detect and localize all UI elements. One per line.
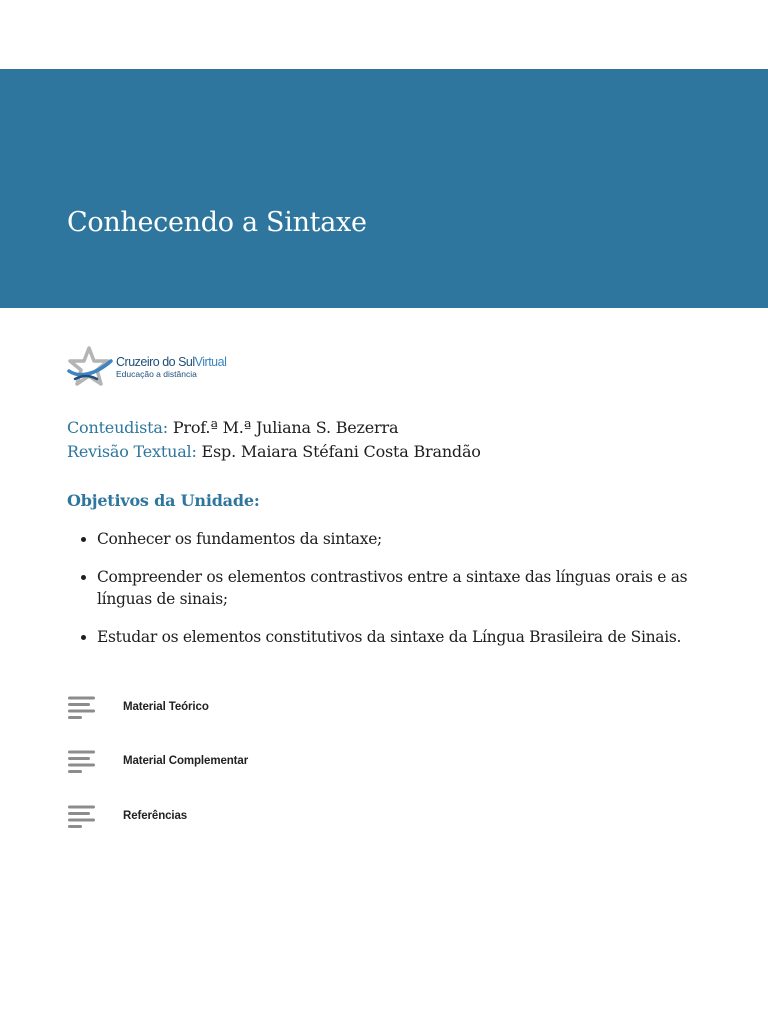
review-name: Esp. Maiara Stéfani Costa Brandão — [201, 442, 481, 461]
page-title: Conhecendo a Sintaxe — [67, 207, 367, 238]
logo-brand-accent: Virtual — [194, 354, 227, 369]
menu-item-label: Referências — [123, 810, 188, 822]
logo-tagline: Educação a distância — [116, 369, 197, 379]
logo-brand-main: Cruzeiro do Sul — [116, 354, 195, 369]
author-label: Conteudista: — [67, 418, 168, 437]
logo-text — [116, 356, 226, 379]
objective-item: Conhecer os fundamentos da sintaxe; — [67, 528, 697, 551]
credits — [67, 416, 481, 464]
logo-wordmark — [116, 356, 226, 369]
menu-item-referencias[interactable] — [67, 804, 187, 828]
objective-item: Compreender os elementos contrastivos entre a sintaxe das línguas orais e as línguas de sinais; — [67, 566, 697, 611]
objectives-list — [67, 528, 697, 663]
review-line — [67, 440, 481, 464]
review-label: Revisão Textual: — [67, 442, 197, 461]
text-lines-icon — [67, 804, 97, 828]
objective-item: Estudar os elementos constitutivos da sintaxe da Língua Brasileira de Sinais. — [67, 626, 697, 649]
menu-item-label: Material Complementar — [123, 755, 249, 767]
text-lines-icon — [67, 695, 97, 719]
logo — [67, 345, 237, 389]
author-line — [67, 416, 481, 440]
text-lines-icon — [67, 749, 97, 773]
menu-item-label: Material Teórico — [123, 701, 209, 713]
author-name: Prof.ª M.ª Juliana S. Bezerra — [172, 418, 399, 437]
header-banner — [0, 69, 768, 308]
menu-item-material-complementar[interactable] — [67, 749, 248, 773]
star-icon — [67, 345, 113, 389]
menu-item-material-teorico[interactable] — [67, 695, 209, 719]
objectives-title: Objetivos da Unidade: — [67, 491, 260, 510]
